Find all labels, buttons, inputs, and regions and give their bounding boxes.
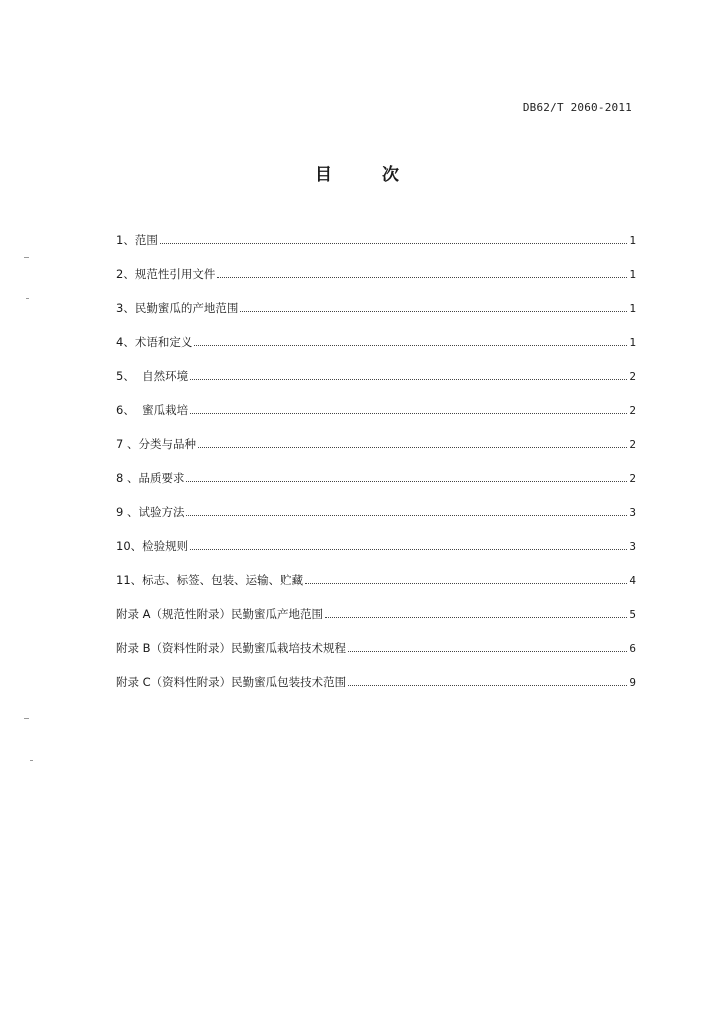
toc-leader-dots [305,582,627,584]
toc-entry[interactable] [116,572,636,606]
toc-entry[interactable] [116,300,636,334]
toc-entry-label: 11、标志、标签、包装、运输、贮藏 [116,573,304,587]
toc-leader-dots [190,378,627,380]
toc-entry[interactable] [116,538,636,572]
toc-entry[interactable] [116,674,636,708]
toc-leader-dots [186,480,627,482]
toc-entry-page: 2 [629,472,636,485]
scan-speck [30,760,33,761]
toc-entry-label: 7 、分类与品种 [116,437,196,451]
toc-entry[interactable] [116,606,636,640]
toc-entry[interactable] [116,470,636,504]
toc-leader-dots [190,412,627,414]
toc-entry-page: 1 [629,268,636,281]
toc-entry-label: 5、 自然环境 [116,369,189,383]
toc-entry[interactable] [116,402,636,436]
scan-speck [24,257,29,258]
toc-leader-dots [186,514,627,516]
toc-entry-label: 8 、品质要求 [116,471,185,485]
toc-entry[interactable] [116,232,636,266]
toc-leader-dots [217,276,627,278]
toc-entry-page: 2 [629,370,636,383]
toc-entry-page: 1 [629,302,636,315]
table-of-contents [116,232,636,708]
toc-leader-dots [194,344,627,346]
toc-entry[interactable] [116,504,636,538]
toc-entry-page: 2 [629,404,636,417]
toc-leader-dots [348,684,627,686]
toc-entry[interactable] [116,368,636,402]
toc-leader-dots [160,242,628,244]
toc-leader-dots [198,446,627,448]
toc-entry-label: 3、民勤蜜瓜的产地范围 [116,301,239,315]
toc-entry-label: 附录 A（规范性附录）民勤蜜瓜产地范围 [116,607,324,621]
toc-entry-label: 4、术语和定义 [116,335,193,349]
toc-entry-label: 1、范围 [116,233,158,247]
toc-leader-dots [240,310,627,312]
toc-entry-label: 9 、试验方法 [116,505,185,519]
toc-leader-dots [348,650,627,652]
toc-entry-page: 3 [629,540,636,553]
toc-entry-label: 2、规范性引用文件 [116,267,216,281]
toc-entry-label: 10、检验规则 [116,539,189,553]
toc-entry-page: 4 [629,574,636,587]
toc-title: 目 次 [315,165,421,185]
toc-entry-page: 1 [629,336,636,349]
toc-entry[interactable] [116,640,636,674]
toc-entry-page: 9 [629,676,636,689]
toc-leader-dots [325,616,627,618]
toc-entry[interactable] [116,334,636,368]
toc-leader-dots [190,548,627,550]
toc-entry[interactable] [116,436,636,470]
toc-entry-page: 5 [629,608,636,621]
toc-entry-page: 2 [629,438,636,451]
scan-speck [26,298,29,299]
toc-entry-label: 附录 B（资料性附录）民勤蜜瓜栽培技术规程 [116,641,347,655]
scan-speck [24,718,29,719]
toc-entry-page: 6 [629,642,636,655]
toc-entry-page: 3 [629,506,636,519]
toc-entry-label: 6、 蜜瓜栽培 [116,403,189,417]
document-code: DB62/T 2060-2011 [522,101,632,114]
toc-entry-page: 1 [629,234,636,247]
toc-entry[interactable] [116,266,636,300]
toc-entry-label: 附录 C（资料性附录）民勤蜜瓜包装技术范围 [116,675,347,689]
